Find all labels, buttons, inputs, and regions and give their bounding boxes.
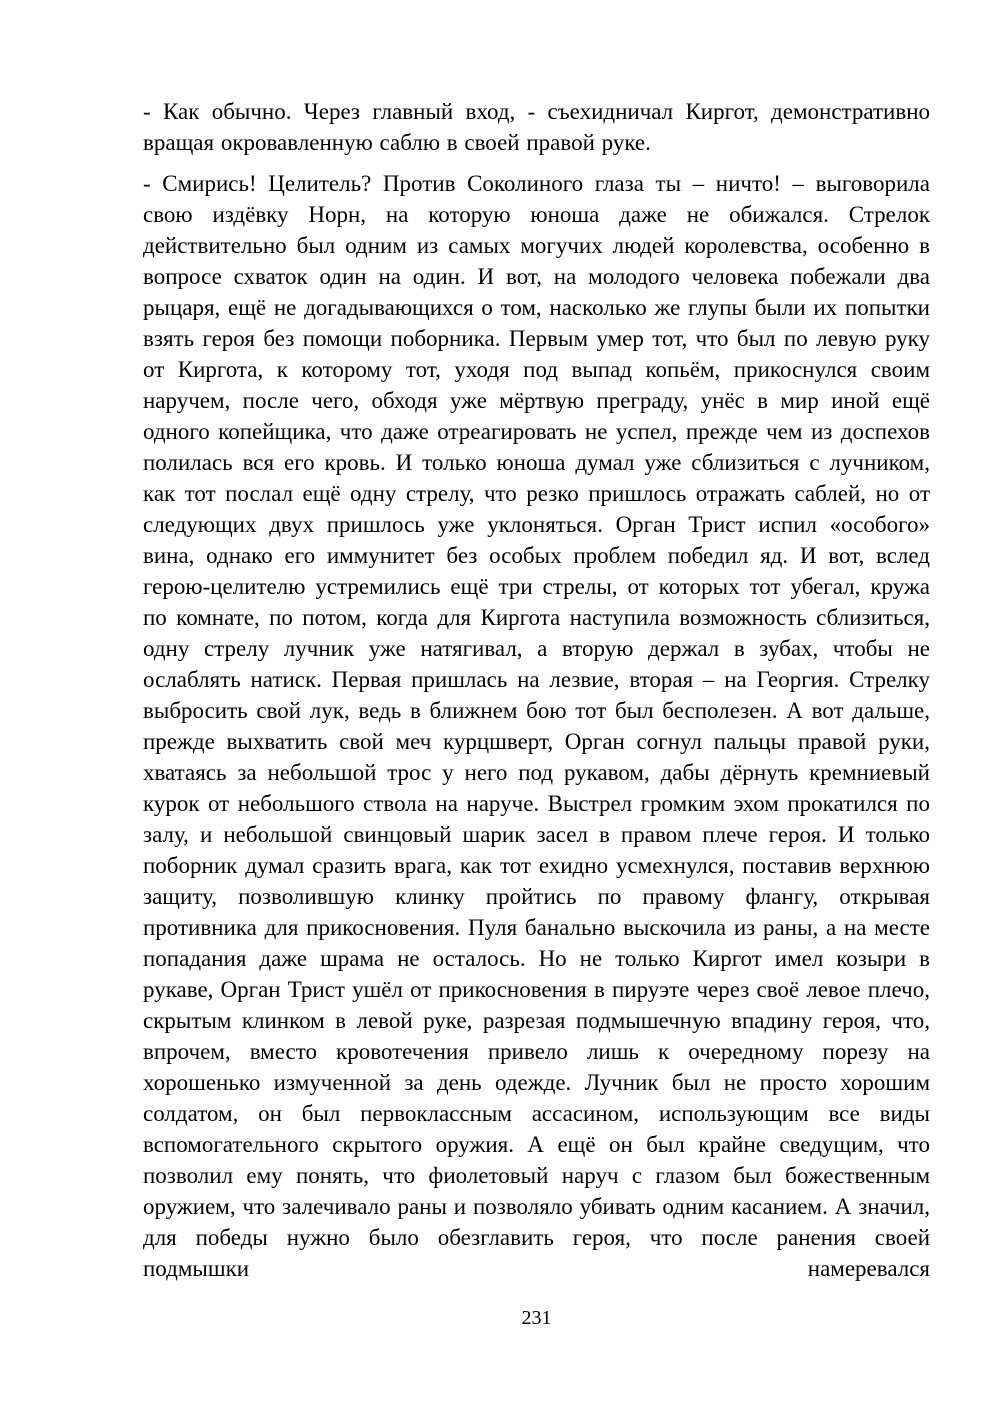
paragraph-dialogue-kirgot: - Как обычно. Через главный вход, - съехидничал Киргот, демонстративно вращая окровавленную саблю в своей правой руке.	[143, 99, 930, 155]
paragraph-battle-narrative: - Смирись! Целитель? Против Соколиного глаза ты – ничто! – выговорила свою издёвку Норн, на которую юноша даже не обижался. Стрелок действительно был одним из самых могучих людей королевства, особенно в вопросе схваток один на один. И вот, на молодого человека побежали два рыцаря, ещё не догадывающихся о том, насколько же глупы были их попытки взять героя без помощи поборника. Первым умер тот, что был по левую руку от Киргота, к которому тот, уходя под выпад копьём, прикоснулся своим наручем, после чего, обходя уже мёртвую преграду, унёс в мир иной ещё одного копейщика, что даже отреагировать не успел, прежде чем из доспехов полилась вся его кровь. И только юноша думал уже сблизиться с лучником, как тот послал ещё одну стрелу, что резко пришлось отражать саблей, но от следующих двух пришлось уже уклоняться. Орган Трист испил «особого» вина, однако его иммунитет без особых проблем победил яд. И вот, вслед герою-целителю устремились ещё три стрелы, от которых тот убегал, кружа по комнате, по потом, когда для Киргота наступила возможность сблизиться, одну стрелу лучник уже натягивал, а вторую держал в зубах, чтобы не ослаблять натиск. Первая пришлась на лезвие, вторая – на Георгия. Стрелку выбросить свой лук, ведь в ближнем бою тот был бесполезен. А вот дальше, прежде выхватить свой меч курцшверт, Орган согнул пальцы правой руки, хватаясь за небольшой трос у него под рукавом, дабы дёрнуть кремниевый курок от небольшого ствола на наруче. Выстрел громким эхом прокатился по залу, и небольшой свинцовый шарик засел в правом плече героя. И только поборник думал сразить врага, как тот ехидно усмехнулся, поставив верхнюю защиту, позволившую клинку пройтись по правому флангу, открывая противника для прикосновения. Пуля банально выскочила из раны, а на месте попадания даже шрама не осталось. Но не только Киргот имел козыри в рукаве, Орган Трист ушёл от прикосновения в пируэте через своё левое плечо, скрытым клинком в левой руке, разрезая подмышечную впадину героя, что, впрочем, вместо кровотечения привело лишь к очередному порезу на хорошенько измученной за день одежде. Лучник был не просто хорошим солдатом, он был первоклассным ассасином, использующим все виды вспомогательного скрытого оружия. А ещё он был крайне сведущим, что позволил ему понять, что фиолетовый наруч с глазом был божественным оружием, что залечивало раны и позволяло убивать одним касанием. А значил, для победы нужно было обезглавить героя, что после ранения своей подмышки намеревался	[143, 171, 930, 1281]
text-block	[143, 96, 930, 1284]
page-number: 231	[521, 1307, 552, 1329]
